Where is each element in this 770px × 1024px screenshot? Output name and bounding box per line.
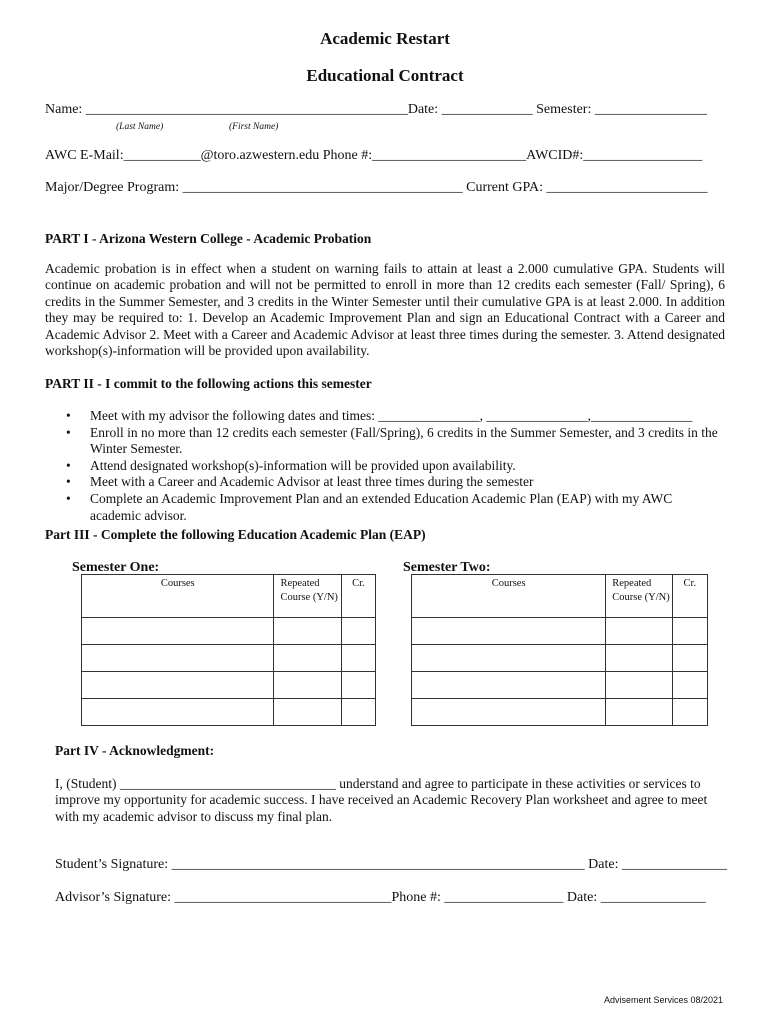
semester-one-table xyxy=(81,574,376,726)
list-item: • Enroll in no more than 12 credits each semester (Fall/Spring), 6 credits in the Summer Semester, and 3 credits in the Winter Semester. xyxy=(66,425,726,458)
table-row xyxy=(82,618,376,645)
part1-heading: PART I - Arizona Western College - Academic Probation xyxy=(45,231,372,246)
repeated-cell[interactable] xyxy=(606,618,672,645)
table-row xyxy=(82,699,376,726)
table-row xyxy=(412,672,708,699)
footer-text: Advisement Services 08/2021 xyxy=(604,995,724,1005)
semester-one-label: Semester One: xyxy=(72,560,160,575)
document-title: Academic Restart xyxy=(320,29,450,48)
credits-cell[interactable] xyxy=(341,699,375,726)
credits-cell[interactable] xyxy=(672,672,707,699)
course-cell[interactable] xyxy=(82,699,274,726)
credits-cell[interactable] xyxy=(341,645,375,672)
course-cell[interactable] xyxy=(82,618,274,645)
credits-header: Cr. xyxy=(672,575,707,618)
courses-header: Courses xyxy=(412,575,606,618)
list-item: • Meet with my advisor the following dates and times: _______________, _______________,_______________ xyxy=(66,408,726,425)
table-row xyxy=(412,645,708,672)
semester-two-table xyxy=(411,574,708,726)
part3-heading: Part III - Complete the following Education Academic Plan (EAP) xyxy=(45,527,426,542)
course-cell[interactable] xyxy=(82,645,274,672)
courses-header: Courses xyxy=(82,575,274,618)
email-phone-id-line[interactable]: AWC E-Mail:___________@toro.azwestern.edu Phone #:______________________AWCID#:_________________ xyxy=(45,148,703,163)
student-signature-line[interactable]: Student’s Signature: ___________________________________________________________ Date: _______________ xyxy=(55,857,727,872)
credits-cell[interactable] xyxy=(672,645,707,672)
part4-heading: Part IV - Acknowledgment: xyxy=(55,743,215,758)
last-name-hint: (Last Name) xyxy=(116,122,164,132)
table-row xyxy=(412,618,708,645)
part2-heading: PART II - I commit to the following actions this semester xyxy=(45,376,372,391)
repeated-cell[interactable] xyxy=(274,618,341,645)
repeated-cell[interactable] xyxy=(606,672,672,699)
advisor-signature-line[interactable]: Advisor’s Signature: _______________________________Phone #: _________________ Date: _______________ xyxy=(55,890,706,905)
table-row xyxy=(82,672,376,699)
credits-cell[interactable] xyxy=(341,672,375,699)
repeated-cell[interactable] xyxy=(606,699,672,726)
table-row xyxy=(412,699,708,726)
major-gpa-line[interactable]: Major/Degree Program: ________________________________________ Current GPA: _______________________ xyxy=(45,180,708,195)
repeated-header: Repeated Course (Y/N) xyxy=(274,575,341,618)
course-cell[interactable] xyxy=(82,672,274,699)
part1-body: Academic probation is in effect when a student on warning fails to attain at least a 2.000 cumulative GPA. Students will continue on academic probation and will not be permitted to enroll in more than 12 credits each semester (Fall/ Spring), 6 credits in the Summer Semester, and 3 credits in the Winter Semester until their cumulative GPA is at least 2.000. In addition they may be required to: 1. Develop an Academic Improvement Plan and sign an Educational Contract with a Career and Academic Advisor 2. Meet with a Career and Academic Advisor at least three times during the semester. 3. Attend designated workshop(s)-information will be provided upon availability. xyxy=(45,261,725,359)
document-subtitle: Educational Contract xyxy=(306,66,464,85)
repeated-header: Repeated Course (Y/N) xyxy=(606,575,672,618)
course-cell[interactable] xyxy=(412,699,606,726)
repeated-cell[interactable] xyxy=(606,645,672,672)
list-item: • Attend designated workshop(s)-information will be provided upon availability. xyxy=(66,458,726,475)
list-item: • Complete an Academic Improvement Plan and an extended Education Academic Plan (EAP) with my AWC academic advisor. xyxy=(66,491,726,524)
semester-two-label: Semester Two: xyxy=(403,560,491,575)
course-cell[interactable] xyxy=(412,672,606,699)
repeated-cell[interactable] xyxy=(274,645,341,672)
credits-cell[interactable] xyxy=(341,618,375,645)
first-name-hint: (First Name) xyxy=(229,122,279,132)
commitment-list xyxy=(66,408,726,524)
date-semester-fields[interactable]: Date: _____________ Semester: ________________ xyxy=(407,102,707,117)
credits-header: Cr. xyxy=(341,575,375,618)
repeated-cell[interactable] xyxy=(274,672,341,699)
repeated-cell[interactable] xyxy=(274,699,341,726)
name-label: Name: xyxy=(45,102,86,117)
credits-cell[interactable] xyxy=(672,618,707,645)
part4-body[interactable]: I, (Student) ________________________________ understand and agree to participate in these activities or services to improve my opportunity for academic success. I have received an Academic Recovery Plan worksheet and agree to meet with my academic advisor to discuss my final plan. xyxy=(55,776,708,824)
credits-cell[interactable] xyxy=(672,699,707,726)
list-item: • Meet with a Career and Academic Advisor at least three times during the semester xyxy=(66,474,726,491)
name-field[interactable]: ______________________________________________ xyxy=(85,102,408,117)
course-cell[interactable] xyxy=(412,618,606,645)
course-cell[interactable] xyxy=(412,645,606,672)
table-row xyxy=(82,645,376,672)
name-date-semester-line xyxy=(45,102,707,118)
